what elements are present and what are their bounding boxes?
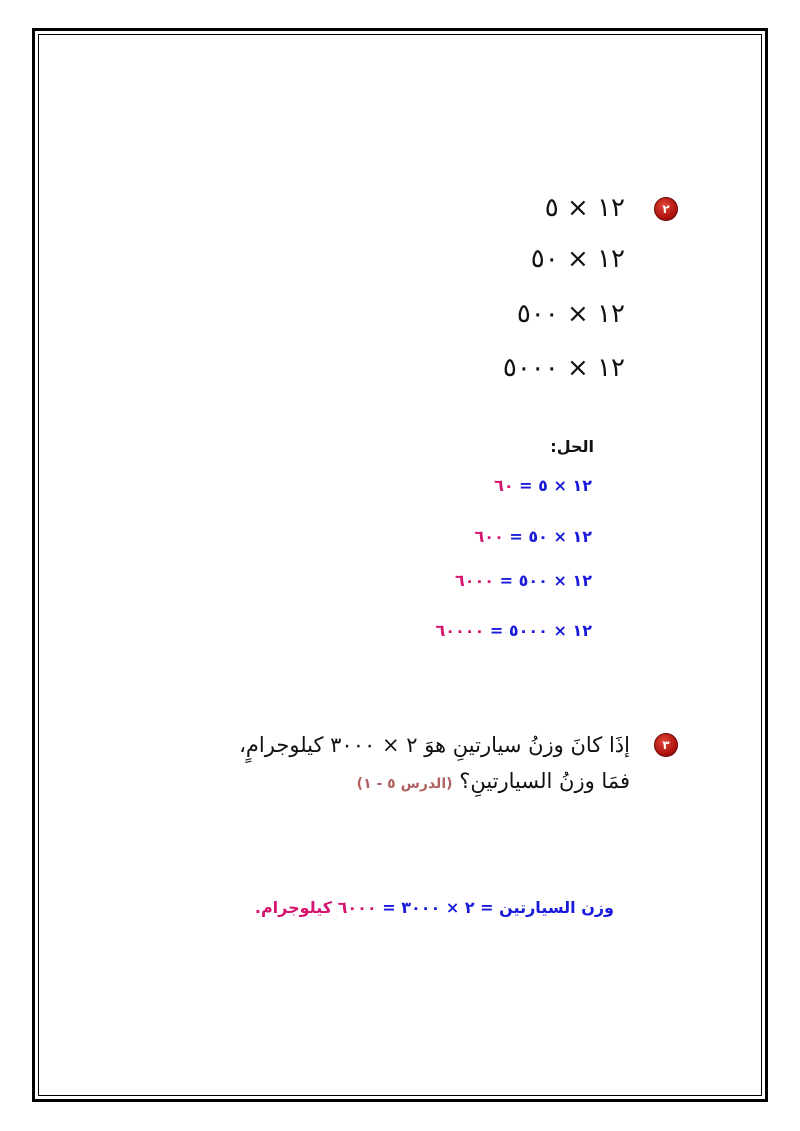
question-3-number: ٣ (662, 738, 670, 752)
question-3-line-2-text: فمَا وزنُ السيارتينِ؟ (459, 769, 630, 793)
solution-row-1-lhs: ١٢ × ٥ = (519, 476, 592, 495)
solution-row-1 (494, 476, 592, 495)
question-2-number: ٢ (662, 202, 670, 216)
solution-label: الحل: (550, 437, 594, 456)
expression-3: ١٢ × ٥٠٠ (516, 299, 625, 329)
solution-row-2-lhs: ١٢ × ٥٠ = (509, 527, 592, 546)
answer-lhs: وزن السيارتين = ٢ × ٣٠٠٠ = (382, 898, 614, 917)
answer-result: ٦٠٠٠ كيلوجرام. (254, 898, 377, 917)
expression-2: ١٢ × ٥٠ (530, 244, 625, 274)
solution-row-4-result: ٦٠٠٠٠ (435, 621, 485, 640)
solution-row-4-lhs: ١٢ × ٥٠٠٠ = (489, 621, 592, 640)
solution-row-1-result: ٦٠ (494, 476, 514, 495)
solution-row-3-lhs: ١٢ × ٥٠٠ = (499, 571, 592, 590)
question-3-text (239, 727, 630, 802)
solution-row-3-result: ٦٠٠٠ (455, 571, 495, 590)
answer-line (255, 898, 614, 917)
solution-row-2 (475, 527, 592, 546)
solution-row-2-result: ٦٠٠ (474, 527, 504, 546)
expression-4: ١٢ × ٥٠٠٠ (502, 353, 625, 383)
question-2-number-badge (654, 197, 678, 221)
expression-1: ١٢ × ٥ (544, 193, 625, 223)
question-3-line-1: إذَا كانَ وزنُ سيارتينِ هوَ ٢ × ٣٠٠٠ كيلوجرامٍ، (239, 733, 630, 757)
solution-row-3 (455, 571, 592, 590)
solution-row-4 (435, 621, 592, 640)
question-3-number-badge (654, 733, 678, 757)
page-border-inner (38, 34, 762, 1096)
question-3-line-2 (239, 763, 630, 802)
lesson-reference: (الدرس ٥ - ١) (356, 776, 453, 792)
